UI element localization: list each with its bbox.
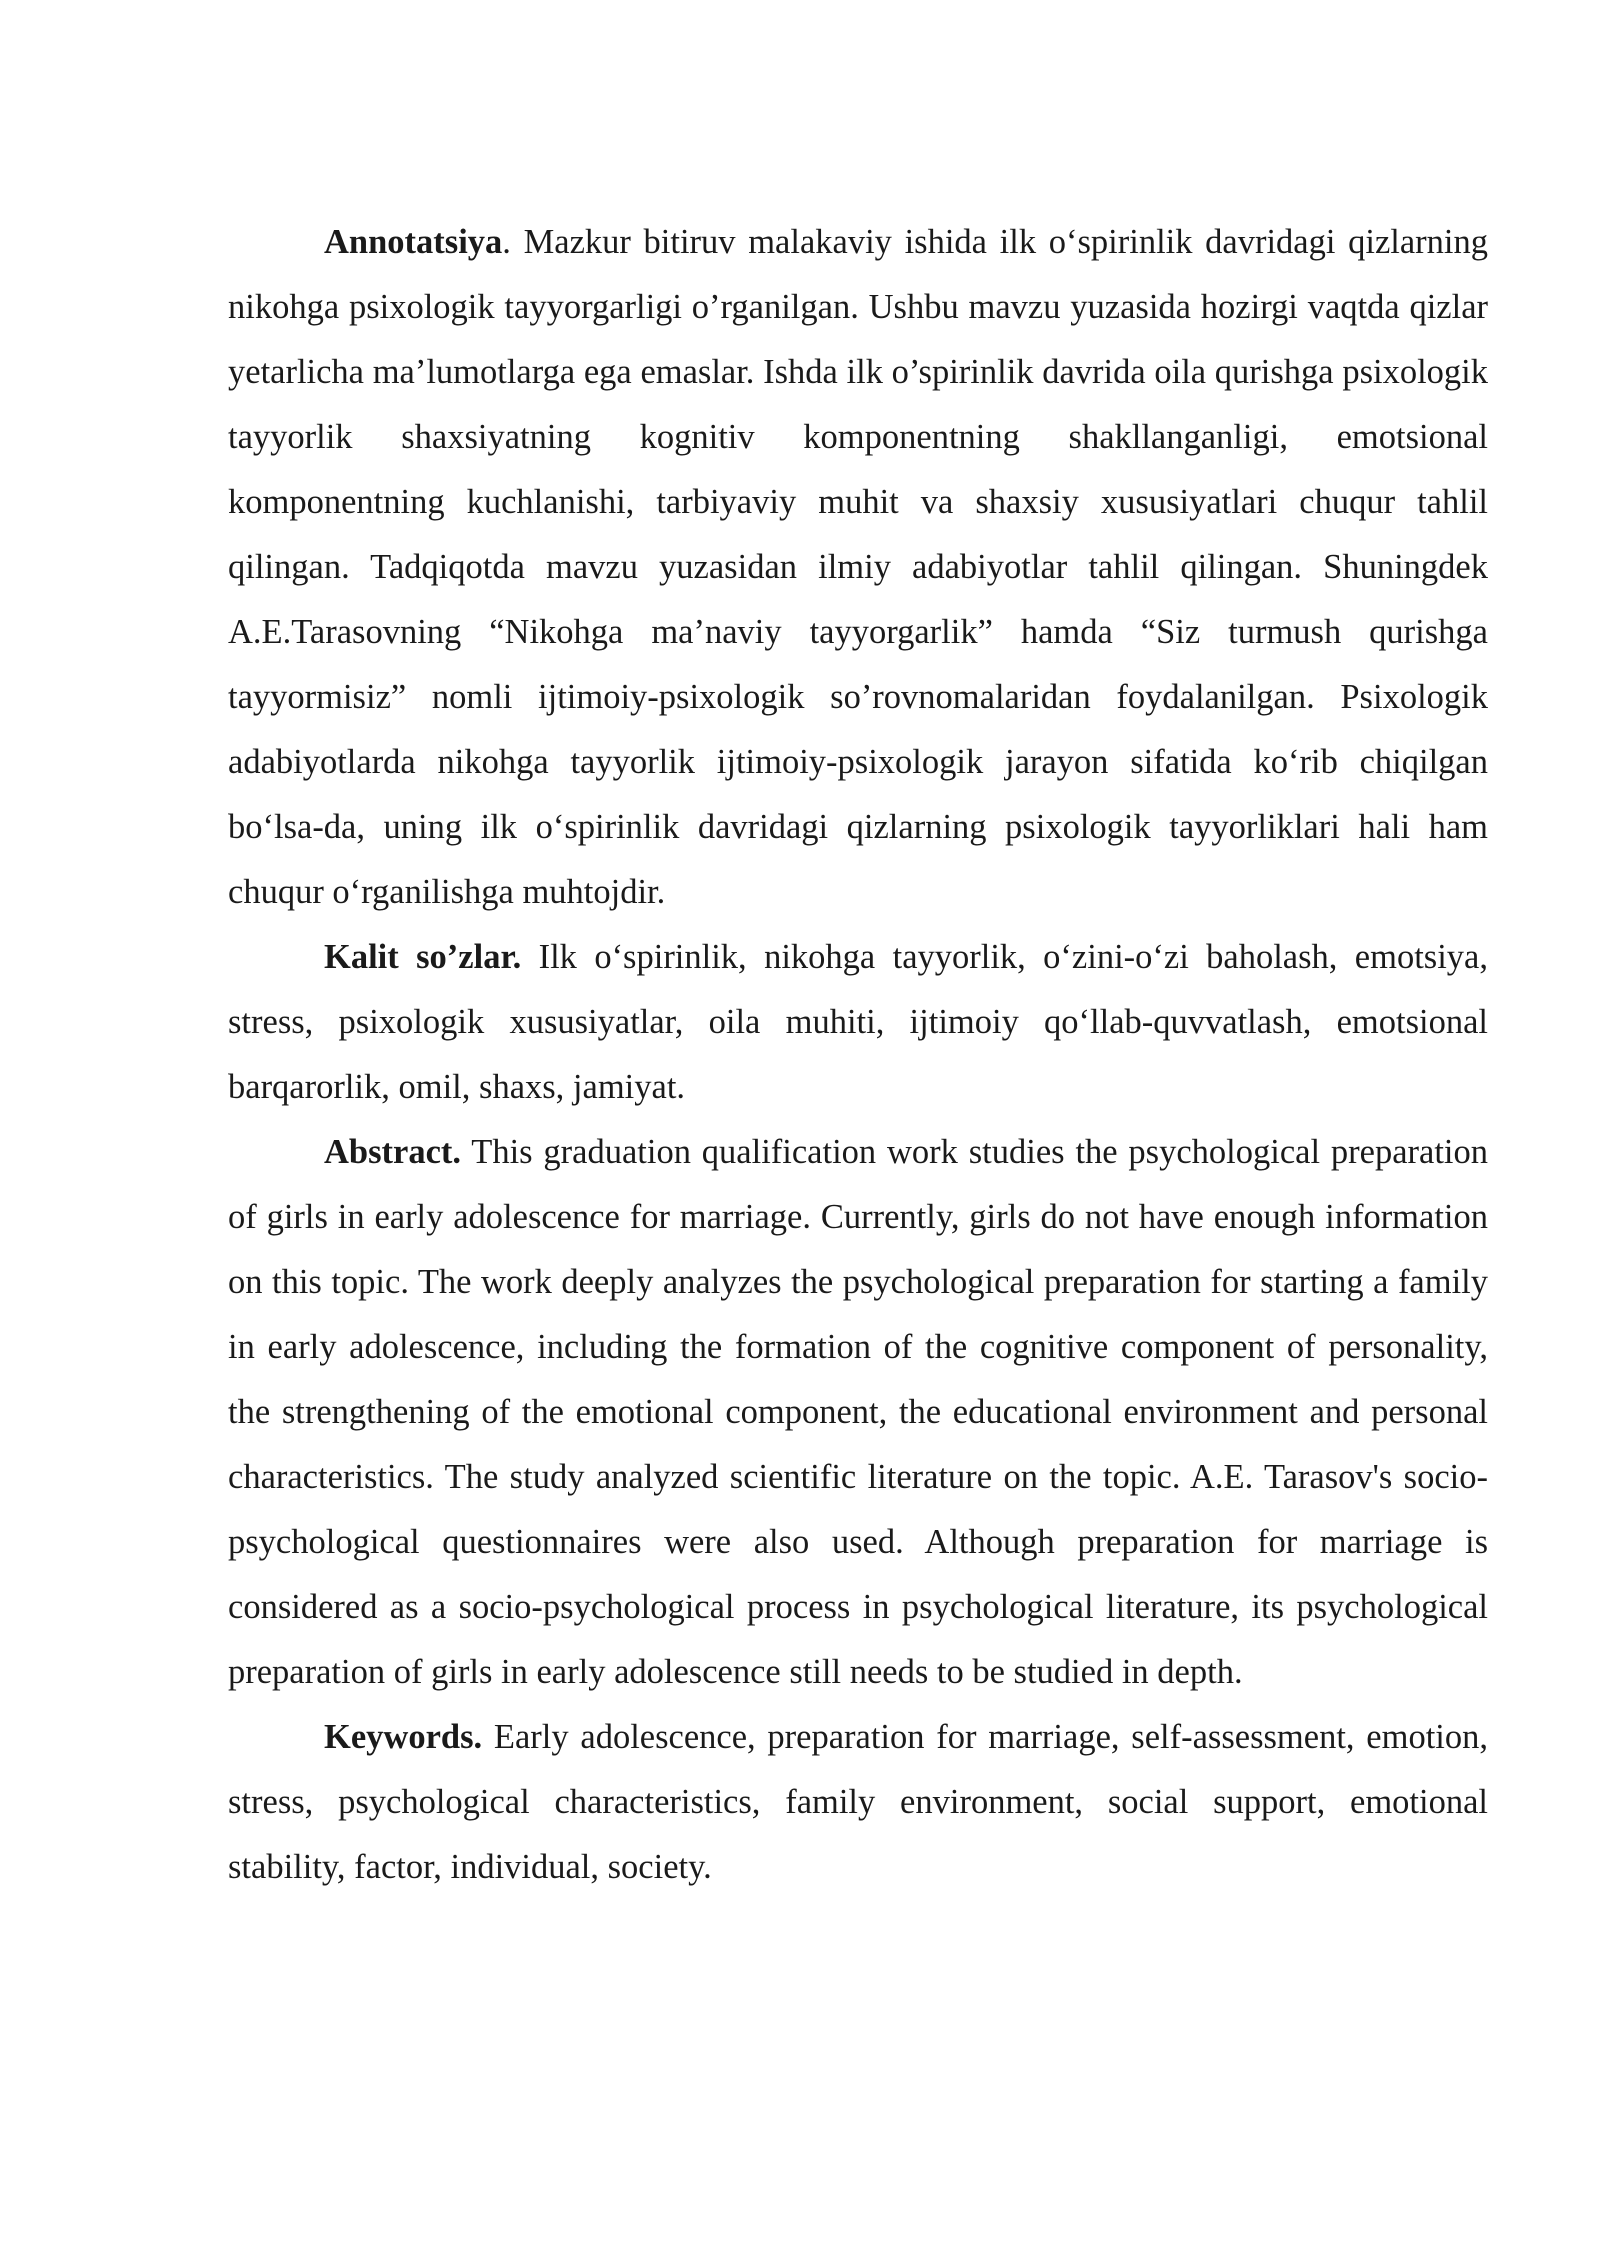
annotation-paragraph	[228, 210, 1488, 925]
abstract-heading: Abstract.	[324, 1133, 462, 1171]
kalit-sozlar-paragraph	[228, 925, 1488, 1120]
annotation-heading: Annotatsiya	[324, 223, 503, 261]
keywords-paragraph	[228, 1705, 1488, 1900]
keywords-text: Early adolescence, preparation for marriage, self-assessment, emotion, stress, psychological characteristics, family environment, social support, emotional stability, factor, individual, society.	[228, 1718, 1488, 1886]
abstract-paragraph	[228, 1120, 1488, 1705]
document-page	[228, 210, 1488, 1900]
kalit-sozlar-heading: Kalit so’zlar.	[324, 938, 522, 976]
abstract-text: This graduation qualification work studies the psychological preparation of girls in early adolescence for marriage. Currently, girls do not have enough information on this topic. The work deeply analyzes the psychological preparation for starting a family in early adolescence, including the formation of the cognitive component of personality, the strengthening of the emotional component, the educational environment and personal characteristics. The study analyzed scientific literature on the topic. A.E. Tarasov's socio-psychological questionnaires were also used. Although preparation for marriage is considered as a socio-psychological process in psychological literature, its psychological preparation of girls in early adolescence still needs to be studied in depth.	[228, 1133, 1488, 1691]
keywords-heading: Keywords.	[324, 1718, 483, 1756]
kalit-sozlar-text: Ilk o‘spirinlik, nikohga tayyorlik, o‘zini-o‘zi baholash, emotsiya, stress, psixologik xususiyatlar, oila muhiti, ijtimoiy qo‘llab-quvvatlash, emotsional barqarorlik, omil, shaxs, jamiyat.	[228, 938, 1488, 1106]
annotation-text: . Mazkur bitiruv malakaviy ishida ilk o‘spirinlik davridagi qizlarning nikohga psixologik tayyorgarligi o’rganilgan. Ushbu mavzu yuzasida hozirgi vaqtda qizlar yetarlicha ma’lumotlarga ega emaslar. Ishda ilk o’spirinlik davrida oila qurishga psixologik tayyorlik shaxsiyatning kognitiv komponentning shakllanganligi, emotsional komponentning kuchlanishi, tarbiyaviy muhit va shaxsiy xususiyatlari chuqur tahlil qilingan. Tadqiqotda mavzu yuzasidan ilmiy adabiyotlar tahlil qilingan. Shuningdek A.E.Tarasovning “Nikohga ma’naviy tayyorgarlik” hamda “Siz turmush qurishga tayyormisiz” nomli ijtimoiy-psixologik so’rovnomalaridan foydalanilgan. Psixologik adabiyotlarda nikohga tayyorlik ijtimoiy-psixologik jarayon sifatida ko‘rib chiqilgan bo‘lsa-da, uning ilk o‘spirinlik davridagi qizlarning psixologik tayyorliklari hali ham chuqur o‘rganilishga muhtojdir.	[228, 223, 1488, 911]
